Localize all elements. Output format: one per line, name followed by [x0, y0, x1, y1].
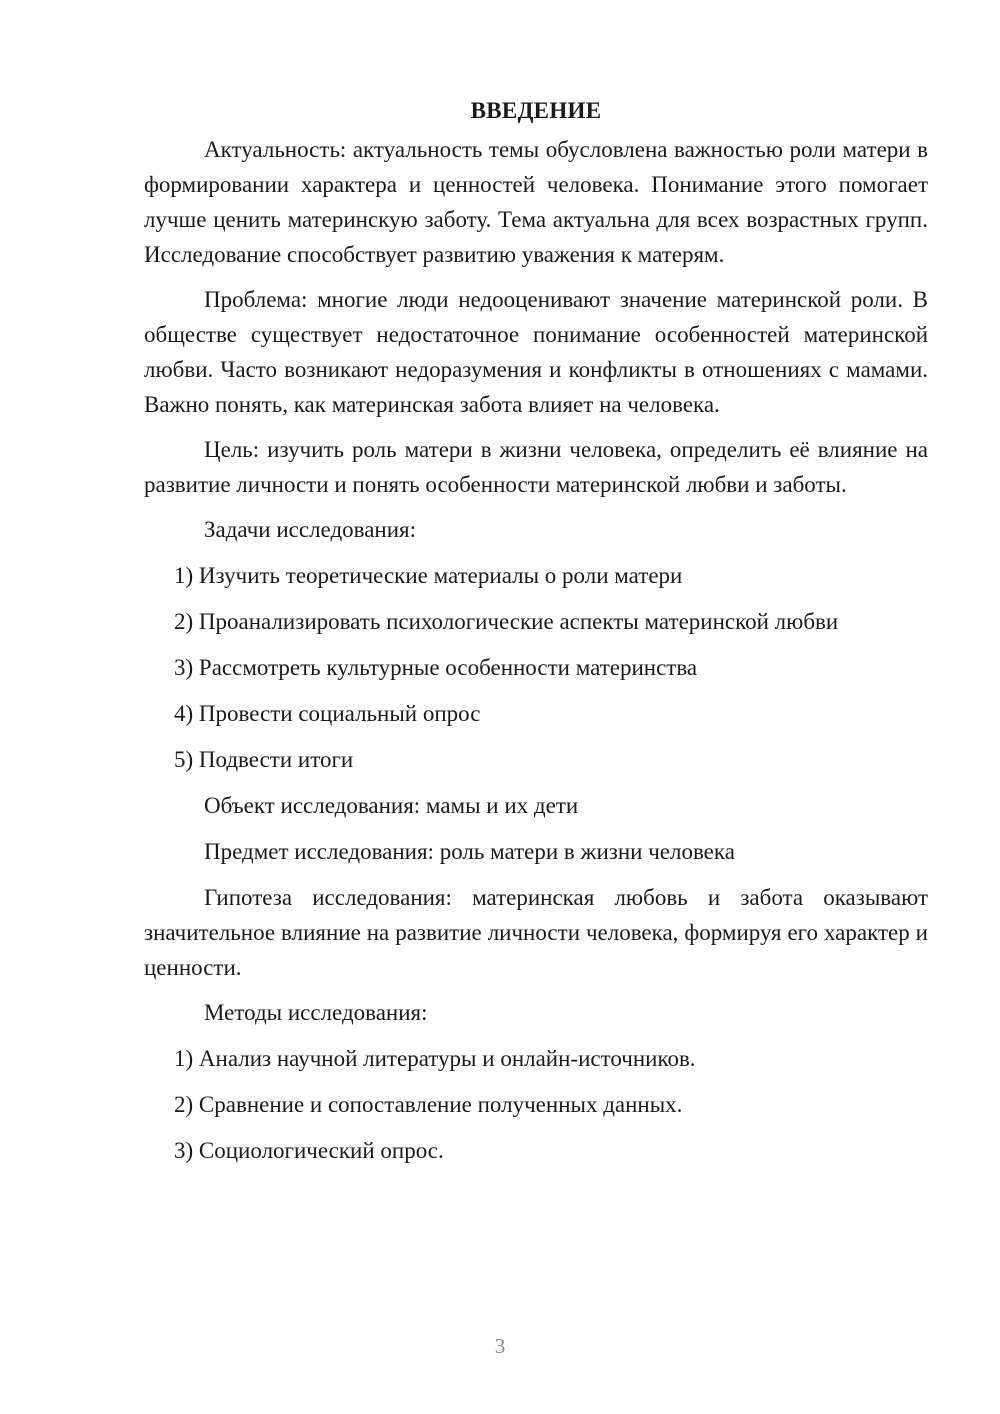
relevance-paragraph: Актуальность: актуальность темы обусловлена важностью роли матери в формировании характера и ценностей человека. Понимание этого помогает лучше ценить материнскую заботу. Тема актуальна для всех возрастных групп. Исследование способствует развитию уважения к матерям.	[144, 137, 928, 267]
task-item: 1) Изучить теоретические материалы о роли матери	[174, 563, 683, 588]
problem-paragraph: Проблема: многие люди недооценивают значение материнской роли. В обществе существует недостаточное понимание особенностей материнской любви. Часто возникают недоразумения и конфликты в отношениях с мамами. Важно понять, как материнская забота влияет на человека.	[144, 287, 928, 417]
task-item: 3) Рассмотреть культурные особенности материнства	[174, 655, 698, 680]
tasks-heading: Задачи исследования:	[204, 517, 417, 542]
page-number: 3	[494, 1334, 506, 1358]
task-item: 4) Провести социальный опрос	[174, 701, 481, 726]
task-item: 5) Подвести итоги	[174, 747, 354, 772]
task-item: 2) Проанализировать психологические аспекты материнской любви	[174, 609, 839, 634]
method-item: 3) Социологический опрос.	[174, 1138, 444, 1163]
section-title: ВВЕДЕНИЕ	[470, 98, 602, 123]
object-line: Объект исследования: мамы и их дети	[204, 793, 579, 818]
method-item: 1) Анализ научной литературы и онлайн-источников.	[174, 1046, 696, 1071]
methods-heading: Методы исследования:	[204, 1000, 428, 1025]
method-item: 2) Сравнение и сопоставление полученных данных.	[174, 1092, 683, 1117]
page-content	[144, 93, 928, 1179]
subject-line: Предмет исследования: роль матери в жизни человека	[204, 839, 735, 864]
hypothesis-paragraph: Гипотеза исследования: материнская любовь и забота оказывают значительное влияние на развитие личности человека, формируя его характер и ценности.	[144, 885, 928, 980]
goal-paragraph: Цель: изучить роль матери в жизни человека, определить её влияние на развитие личности и понять особенности материнской любви и заботы.	[144, 437, 928, 497]
